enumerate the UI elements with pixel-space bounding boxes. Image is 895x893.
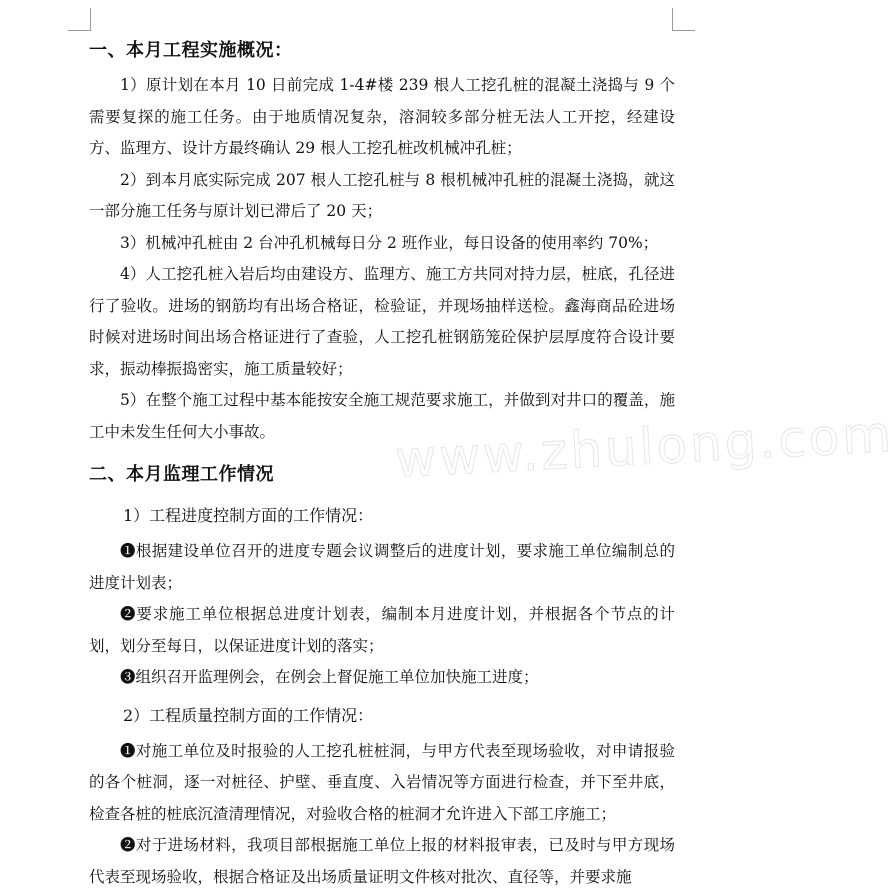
progress-control-item: ➋要求施工单位根据总进度计划表，编制本月进度计划，并根据各个节点的计划，划分至每日，以保证进度计划的落实； (89, 605, 675, 655)
document-body (89, 32, 675, 893)
section1-paragraph: 1）原计划在本月 10 日前完成 1-4#楼 239 根人工挖孔桩的混凝土浇捣与 9 个需要复探的施工任务。由于地质情况复杂，溶洞较多部分桩无法人工开挖，经建设方、监理方、设计方最终确认 29 根人工挖孔桩改机械冲孔桩； (89, 76, 675, 157)
section1-paragraph: 5）在整个施工过程中基本能按安全施工规范要求施工，并做到对井口的覆盖，施工中未发生任何大小事故。 (89, 391, 675, 441)
section1-paragraph: 3）机械冲孔桩由 2 台冲孔机械每日分 2 班作业，每日设备的使用率约 70%； (120, 233, 659, 252)
progress-control-item: ➊根据建设单位召开的进度专题会议调整后的进度计划，要求施工单位编制总的进度计划表； (89, 542, 675, 592)
quality-control-item: ➋对于进场材料，我项目部根据施工单位上报的材料报审表，已及时与甲方现场代表至现场验收，根据合格证及出场质量证明文件核对批次、直径等，并要求施 (89, 836, 675, 886)
crop-mark-top-right (672, 8, 695, 31)
section2-heading: 二、本月监理工作情况 (89, 464, 274, 485)
section1-heading: 一、本月工程实施概况： (89, 40, 293, 61)
quality-control-title: 2）工程质量控制方面的工作情况： (123, 705, 374, 725)
section1-paragraph: 4）人工挖孔桩入岩后均由建设方、监理方、施工方共同对持力层，桩底，孔径进行了验收。进场的钢筋均有出场合格证，检验证，并现场抽样送检。鑫海商品砼进场时候对进场时间出场合格证进行了查验，人工挖孔桩钢筋笼砼保护层厚度符合设计要求，振动棒振捣密实，施工质量较好； (89, 265, 675, 378)
quality-control-item: ➊对施工单位及时报验的人工挖孔桩桩洞，与甲方代表至现场验收，对申请报验的各个桩洞，逐一对桩径、护壁、垂直度、入岩情况等方面进行检查，并下至井底，检查各桩的桩底沉渣清理情况，对验收合格的桩洞才允许进入下部工序施工； (89, 741, 675, 823)
crop-mark-top-left (68, 8, 91, 31)
progress-control-title: 1）工程进度控制方面的工作情况： (123, 506, 374, 525)
progress-control-item: ➌组织召开监理例会，在例会上督促施工单位加快施工进度； (120, 668, 539, 686)
watermark: www.zhulong.com (393, 404, 895, 490)
section1-paragraph: 2）到本月底实际完成 207 根人工挖孔桩与 8 根机械冲孔桩的混凝土浇捣，就这一部分施工任务与原计划已滞后了 20 天； (89, 170, 675, 220)
